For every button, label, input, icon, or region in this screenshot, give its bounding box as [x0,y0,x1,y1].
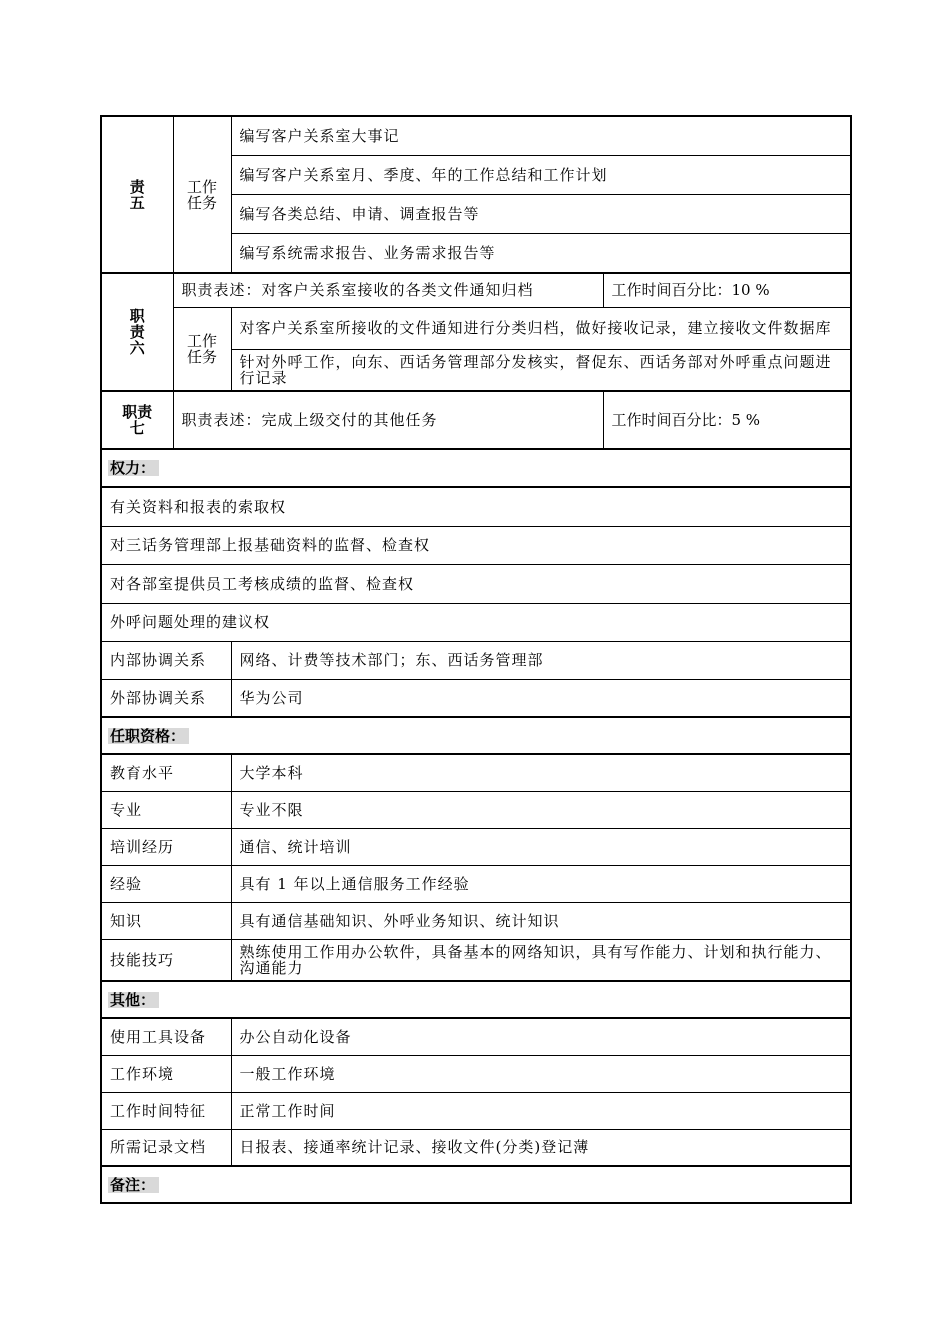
other-row [101,1018,851,1055]
qualification-label: 教育水平 [101,754,231,791]
qualification-row [101,828,851,865]
qualification-label: 专业 [101,791,231,828]
qualification-label: 培训经历 [101,828,231,865]
remarks-header-row [101,1166,851,1203]
authority-item: 对三话务管理部上报基础资料的监督、检查权 [101,526,851,564]
duty6-task: 针对外呼工作，向东、西话务管理部分发核实，督促东、西话务部对外呼重点问题进行记录 [231,349,851,391]
qualification-value: 通信、统计培训 [231,828,851,865]
duty7-row [101,391,851,449]
authority-header-row [101,449,851,487]
duty7-description: 职责表述：完成上级交付的其他任务 [173,391,603,449]
qualification-row [101,939,851,981]
qualification-value: 大学本科 [231,754,851,791]
qualification-value: 具有通信基础知识、外呼业务知识、统计知识 [231,902,851,939]
other-label: 工作时间特征 [101,1092,231,1129]
other-row [101,1129,851,1166]
other-value: 日报表、接通率统计记录、接收文件(分类)登记薄 [231,1129,851,1166]
duty7-label: 职责 七 [101,391,173,449]
duty6-description: 职责表述：对客户关系室接收的各类文件通知归档 [173,273,603,307]
authority-item-row [101,564,851,603]
other-label: 使用工具设备 [101,1018,231,1055]
other-header-row [101,981,851,1018]
authority-item-row [101,487,851,526]
authority-item-row [101,603,851,641]
qualification-label: 知识 [101,902,231,939]
external-coordination-value: 华为公司 [231,679,851,717]
duty6-task: 对客户关系室所接收的文件通知进行分类归档，做好接收记录，建立接收文件数据库 [231,307,851,349]
remarks-title: 备注： [108,1177,159,1193]
duty5-label: 责 五 [101,116,173,273]
qualification-row [101,754,851,791]
internal-coordination-row [101,641,851,679]
duty5-task: 编写系统需求报告、业务需求报告等 [231,233,851,273]
authority-title: 权力： [108,460,159,476]
other-row [101,1092,851,1129]
qualification-row [101,865,851,902]
other-value: 正常工作时间 [231,1092,851,1129]
internal-coordination-label: 内部协调关系 [101,641,231,679]
duty6-description-row [101,273,851,307]
other-label: 所需记录文档 [101,1129,231,1166]
authority-item: 有关资料和报表的索取权 [101,487,851,526]
duty5-task: 编写客户关系室月、季度、年的工作总结和工作计划 [231,155,851,194]
qualifications-title: 任职资格： [108,728,189,744]
duty7-time-percent: 工作时间百分比：5 % [603,391,851,449]
duty6-task-row [101,307,851,349]
duty5-task: 编写客户关系室大事记 [231,116,851,155]
job-description-table [100,115,852,1204]
internal-coordination-value: 网络、计费等技术部门；东、西话务管理部 [231,641,851,679]
external-coordination-label: 外部协调关系 [101,679,231,717]
duty6-task-label: 工作 任务 [173,307,231,391]
external-coordination-row [101,679,851,717]
duty5-task-label: 工作 任务 [173,116,231,273]
qualification-value: 熟练使用工作用办公软件，具备基本的网络知识，具有写作能力、计划和执行能力、沟通能力 [231,939,851,981]
duty5-task: 编写各类总结、申请、调查报告等 [231,194,851,233]
qualification-value: 具有 1 年以上通信服务工作经验 [231,865,851,902]
qualification-row [101,902,851,939]
authority-item: 对各部室提供员工考核成绩的监督、检查权 [101,564,851,603]
other-title: 其他： [108,992,159,1008]
other-row [101,1055,851,1092]
authority-item-row [101,526,851,564]
other-value: 一般工作环境 [231,1055,851,1092]
qualification-value: 专业不限 [231,791,851,828]
other-label: 工作环境 [101,1055,231,1092]
qualification-label: 经验 [101,865,231,902]
qualifications-header-row [101,717,851,754]
qualification-row [101,791,851,828]
duty6-time-percent: 工作时间百分比：10 % [603,273,851,307]
duty5-task-row [101,116,851,155]
duty6-label: 职 责 六 [101,273,173,391]
qualification-label: 技能技巧 [101,939,231,981]
other-value: 办公自动化设备 [231,1018,851,1055]
authority-item: 外呼问题处理的建议权 [101,603,851,641]
